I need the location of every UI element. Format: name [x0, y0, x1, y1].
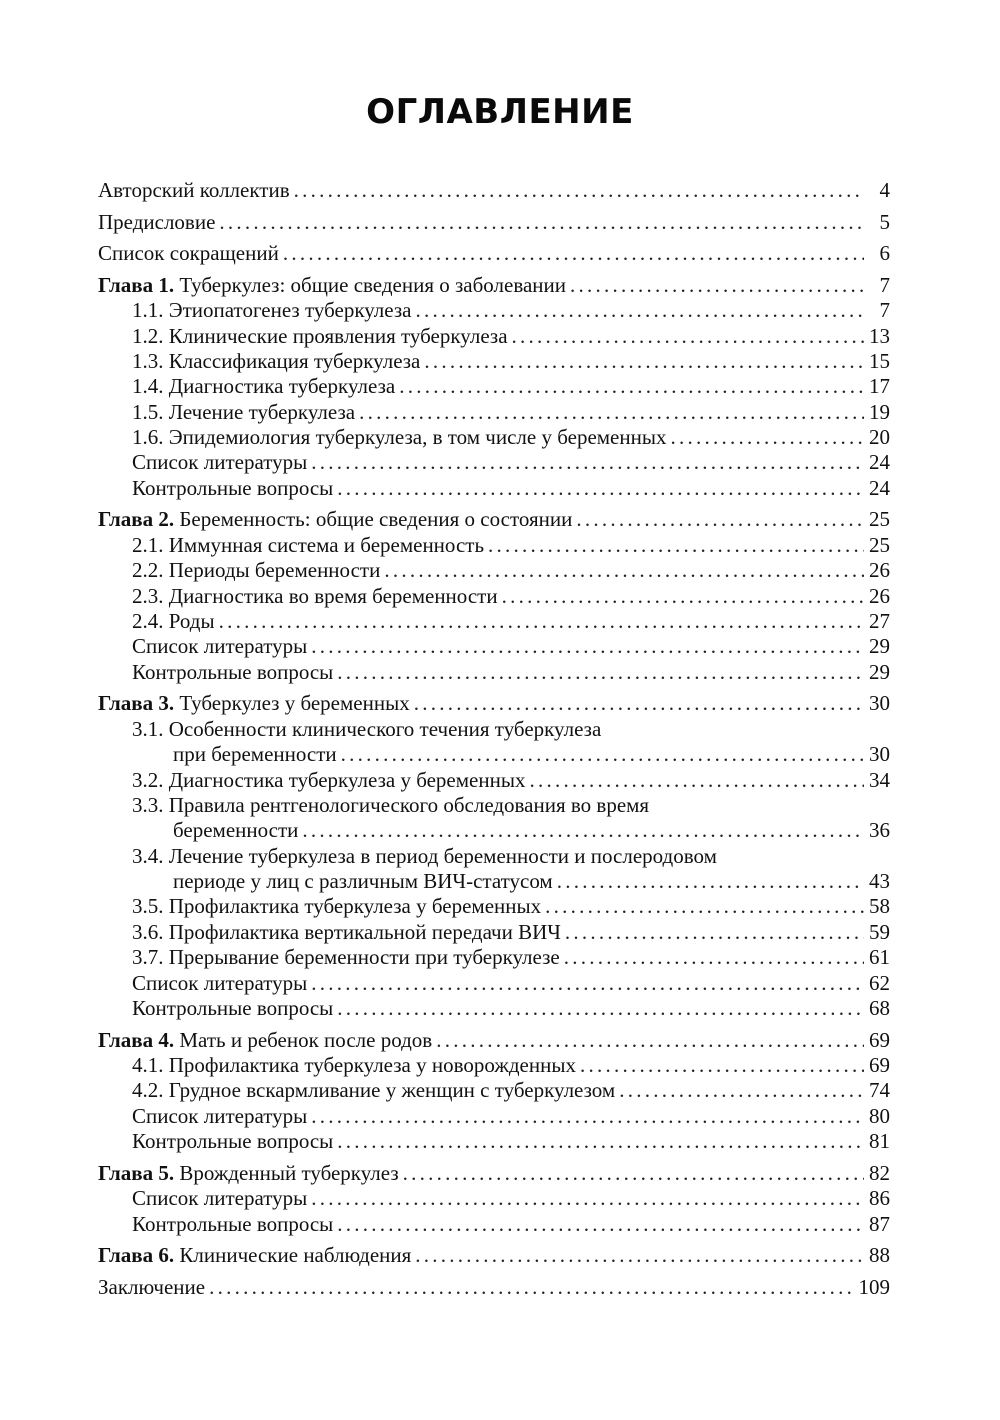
toc-entry[interactable] — [98, 558, 890, 583]
toc-entry-title — [132, 1053, 576, 1078]
toc-entry-title — [98, 210, 215, 235]
page-number: 20 — [869, 425, 890, 450]
toc-entry[interactable] — [98, 945, 890, 970]
dot-leader — [436, 1028, 864, 1053]
toc-entry[interactable] — [98, 894, 890, 919]
toc-entry-title — [132, 660, 333, 685]
dot-leader — [337, 660, 864, 685]
toc-entry-title — [98, 241, 279, 266]
toc-entry-title — [98, 1028, 432, 1053]
entry-text: Врожденный туберкулез — [179, 1160, 399, 1185]
dot-leader — [403, 1161, 864, 1186]
page-number: 6 — [879, 241, 890, 266]
entry-text: 2.3. Диагностика во время беременности — [132, 583, 498, 608]
toc-entry[interactable] — [98, 298, 890, 323]
page-number: 62 — [869, 970, 890, 995]
toc-entry[interactable] — [98, 349, 890, 374]
toc-entry[interactable] — [98, 971, 890, 996]
toc-entry-title — [132, 374, 395, 399]
toc-entry[interactable] — [98, 717, 890, 742]
dot-leader — [337, 476, 864, 501]
dot-leader — [502, 584, 864, 609]
toc-entry-title — [132, 558, 380, 583]
chapter-number: Глава 6. — [98, 1243, 175, 1268]
entry-text: Авторский коллектив — [98, 178, 290, 202]
dot-leader — [294, 178, 864, 203]
entry-text: 4.2. Грудное вскармливание у женщин с туберкулезом — [132, 1078, 616, 1103]
page-number: 30 — [869, 742, 890, 767]
toc-entry-title — [132, 324, 508, 349]
entry-text: 3.1. Особенности клинического течения туберкулеза — [132, 716, 602, 741]
toc-entry-title — [132, 425, 666, 450]
toc-entry[interactable] — [98, 660, 890, 685]
entry-text: 3.3. Правила рентгенологического обследования во время — [132, 792, 650, 817]
dot-leader — [512, 324, 864, 349]
toc-entry[interactable] — [98, 844, 890, 869]
entry-text: 3.7. Прерывание беременности при туберкулезе — [132, 945, 560, 970]
toc-entry-title — [132, 717, 601, 742]
toc-entry[interactable] — [98, 1053, 890, 1078]
page-number: 13 — [869, 323, 890, 348]
dot-leader — [529, 768, 864, 793]
entry-text: 1.3. Классификация туберкулеза — [132, 348, 421, 373]
toc-entry[interactable] — [98, 869, 890, 894]
page-number: 4 — [879, 178, 890, 202]
dot-leader — [311, 450, 864, 475]
toc-entry[interactable] — [98, 1104, 890, 1129]
toc-entry[interactable] — [98, 476, 890, 501]
toc-entry-title — [132, 945, 560, 970]
toc-entry[interactable] — [98, 273, 890, 298]
toc-entry-title — [98, 691, 410, 716]
entry-text: при беременности — [173, 742, 337, 767]
page-number: 80 — [869, 1103, 890, 1128]
toc-entry[interactable] — [98, 1186, 890, 1211]
toc-entry-title — [132, 584, 498, 609]
dot-leader — [564, 945, 864, 970]
chapter-number: Глава 5. — [98, 1160, 175, 1185]
table-of-contents — [98, 178, 890, 1300]
page-number: 74 — [869, 1078, 890, 1103]
dot-leader — [209, 1275, 854, 1300]
toc-entry[interactable] — [98, 742, 890, 767]
dot-leader — [359, 400, 864, 425]
page-number: 87 — [869, 1211, 890, 1236]
toc-entry-title — [132, 1186, 307, 1211]
toc-entry[interactable] — [98, 178, 890, 203]
entry-text: 1.4. Диагностика туберкулеза — [132, 374, 396, 399]
toc-entry[interactable] — [98, 507, 890, 532]
entry-text: 3.6. Профилактика вертикальной передачи ВИЧ — [132, 919, 561, 944]
toc-entry-title — [132, 768, 525, 793]
toc-entry[interactable] — [98, 533, 890, 558]
entry-text: Список литературы — [132, 634, 308, 659]
dot-leader — [311, 1186, 864, 1211]
toc-entry[interactable] — [98, 210, 890, 235]
dot-leader — [545, 894, 864, 919]
dot-leader — [341, 742, 864, 767]
toc-entry[interactable] — [98, 1129, 890, 1154]
entry-text: Туберкулез: общие сведения о заболевании — [179, 272, 566, 297]
toc-entry[interactable] — [98, 1212, 890, 1237]
page-number: 68 — [869, 996, 890, 1021]
page-number: 29 — [869, 659, 890, 684]
dot-leader — [219, 210, 864, 235]
page-number: 109 — [858, 1274, 890, 1299]
toc-entry-title — [132, 476, 333, 501]
entry-text: беременности — [173, 818, 299, 843]
toc-entry-title — [98, 1275, 205, 1300]
toc-entry[interactable] — [98, 1161, 890, 1186]
page-number: 25 — [869, 507, 890, 532]
page-number: 43 — [869, 869, 890, 894]
toc-entry[interactable] — [98, 793, 890, 818]
entry-text: Предисловие — [98, 209, 216, 234]
toc-entry-title — [132, 1104, 307, 1129]
dot-leader — [302, 818, 864, 843]
toc-entry[interactable] — [98, 425, 890, 450]
toc-entry-title — [132, 1212, 333, 1237]
page-number: 26 — [869, 558, 890, 583]
toc-entry[interactable] — [98, 324, 890, 349]
chapter-number: Глава 3. — [98, 691, 175, 716]
dot-leader — [414, 691, 864, 716]
toc-entry[interactable] — [98, 241, 890, 266]
toc-entry-title — [98, 1243, 411, 1268]
page-number: 69 — [869, 1053, 890, 1078]
dot-leader — [580, 1053, 864, 1078]
toc-entry[interactable] — [98, 634, 890, 659]
toc-entry-title — [132, 450, 307, 475]
dot-leader — [565, 920, 864, 945]
toc-entry-title — [132, 1129, 333, 1154]
entry-text: 3.4. Лечение туберкулеза в период беременности и послеродовом — [132, 843, 717, 868]
entry-text: Список литературы — [132, 1103, 308, 1128]
toc-entry-title — [132, 609, 215, 634]
page-number: 82 — [869, 1160, 890, 1185]
page-number: 34 — [869, 767, 890, 792]
page-number: 88 — [869, 1243, 890, 1268]
entry-text: Контрольные вопросы — [132, 996, 334, 1021]
toc-entry-title — [173, 742, 337, 767]
entry-text: периоде у лиц с различным ВИЧ-статусом — [173, 869, 553, 894]
toc-entry-title — [132, 793, 649, 818]
page-number: 81 — [869, 1129, 890, 1154]
chapter-number: Глава 1. — [98, 272, 175, 297]
entry-text: 4.1. Профилактика туберкулеза у новорожденных — [132, 1053, 576, 1078]
entry-text: Список сокращений — [98, 241, 279, 266]
page-number: 59 — [869, 919, 890, 944]
toc-entry[interactable] — [98, 450, 890, 475]
toc-entry-title — [98, 507, 572, 532]
entry-text: 1.2. Клинические проявления туберкулеза — [132, 323, 508, 348]
dot-leader — [670, 425, 864, 450]
entry-text: Список литературы — [132, 1186, 308, 1211]
entry-text: 2.4. Роды — [132, 609, 215, 633]
entry-text: 2.1. Иммунная система и беременность — [132, 532, 485, 557]
toc-entry[interactable] — [98, 996, 890, 1021]
dot-leader — [311, 634, 864, 659]
page-number: 24 — [869, 450, 890, 475]
page-number: 7 — [879, 272, 890, 297]
toc-entry[interactable] — [98, 1275, 890, 1300]
entry-text: 1.1. Этиопатогенез туберкулеза — [132, 298, 412, 323]
toc-entry-title — [132, 349, 420, 374]
dot-leader — [415, 298, 864, 323]
toc-entry-title — [132, 533, 484, 558]
dot-leader — [337, 1212, 864, 1237]
toc-entry-title — [173, 818, 298, 843]
toc-entry-title — [132, 298, 411, 323]
entry-text: Беременность: общие сведения о состоянии — [179, 507, 573, 532]
toc-entry-title — [132, 844, 717, 869]
toc-entry[interactable] — [98, 920, 890, 945]
page-number: 15 — [869, 348, 890, 373]
entry-text: Список литературы — [132, 970, 308, 995]
toc-entry-title — [98, 1161, 399, 1186]
dot-leader — [424, 349, 864, 374]
toc-entry[interactable] — [98, 374, 890, 399]
entry-text: 1.5. Лечение туберкулеза — [132, 399, 356, 424]
page-number: 17 — [869, 374, 890, 399]
dot-leader — [337, 996, 864, 1021]
toc-entry[interactable] — [98, 1078, 890, 1103]
toc-entry[interactable] — [98, 768, 890, 793]
page-number: 25 — [869, 532, 890, 557]
entry-text: 2.2. Периоды беременности — [132, 558, 381, 583]
toc-entry-title — [132, 1078, 615, 1103]
page-number: 19 — [869, 399, 890, 424]
dot-leader — [337, 1129, 864, 1154]
page-number: 24 — [869, 475, 890, 500]
dot-leader — [384, 558, 864, 583]
page-number: 86 — [869, 1186, 890, 1211]
dot-leader — [399, 374, 864, 399]
entry-text: Список литературы — [132, 450, 308, 475]
dot-leader — [219, 609, 864, 634]
page-number: 61 — [869, 945, 890, 970]
page-number: 58 — [869, 894, 890, 919]
toc-entry[interactable] — [98, 1028, 890, 1053]
toc-entry-title — [132, 920, 561, 945]
toc-entry[interactable] — [98, 1243, 890, 1268]
entry-text: Контрольные вопросы — [132, 475, 334, 500]
entry-text: Туберкулез у беременных — [179, 691, 410, 716]
page-number: 30 — [869, 691, 890, 716]
entry-text: Контрольные вопросы — [132, 1211, 334, 1236]
toc-entry-title — [173, 869, 553, 894]
page-number: 26 — [869, 583, 890, 608]
page-number: 69 — [869, 1027, 890, 1052]
page-number: 5 — [879, 209, 890, 234]
page-number: 36 — [869, 818, 890, 843]
toc-entry[interactable] — [98, 691, 890, 716]
entry-text: Клинические наблюдения — [179, 1243, 412, 1268]
entry-text: Заключение — [98, 1274, 206, 1299]
entry-text: Мать и ребенок после родов — [179, 1027, 433, 1052]
dot-leader — [415, 1243, 864, 1268]
toc-entry-title — [132, 400, 355, 425]
dot-leader — [576, 507, 864, 532]
page-number: 29 — [869, 634, 890, 659]
dot-leader — [619, 1078, 864, 1103]
dot-leader — [311, 1104, 864, 1129]
chapter-number: Глава 2. — [98, 507, 175, 532]
dot-leader — [311, 971, 864, 996]
chapter-number: Глава 4. — [98, 1027, 175, 1052]
entry-text: 1.6. Эпидемиология туберкулеза, в том числе у беременных — [132, 425, 667, 450]
dot-leader — [570, 273, 864, 298]
dot-leader — [488, 533, 864, 558]
entry-text: Контрольные вопросы — [132, 659, 334, 684]
toc-entry[interactable] — [98, 818, 890, 843]
page-title: ОГЛАВЛЕНИЕ — [366, 92, 634, 132]
entry-text: Контрольные вопросы — [132, 1129, 334, 1154]
toc-entry-title — [132, 971, 307, 996]
toc-entry-title — [132, 894, 541, 919]
toc-entry[interactable] — [98, 400, 890, 425]
dot-leader — [557, 869, 864, 894]
toc-entry[interactable] — [98, 609, 890, 634]
entry-text: 3.5. Профилактика туберкулеза у беременных — [132, 894, 542, 919]
entry-text: 3.2. Диагностика туберкулеза у беременных — [132, 767, 526, 792]
toc-entry[interactable] — [98, 584, 890, 609]
toc-entry-title — [98, 273, 566, 298]
page-number: 27 — [869, 609, 890, 633]
toc-entry-title — [132, 996, 333, 1021]
page-number: 7 — [879, 298, 890, 323]
dot-leader — [283, 241, 864, 266]
toc-entry-title — [132, 634, 307, 659]
toc-entry-title — [98, 178, 290, 203]
